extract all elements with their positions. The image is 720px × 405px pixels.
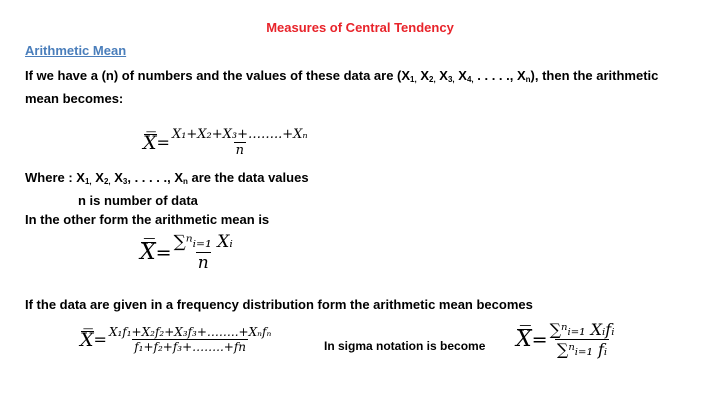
fraction xyxy=(172,232,235,273)
where-line-1: Where : $X_{1,}$ $X_{2,}$ $X_3$, . . . . ., $X_n$ are the data values xyxy=(25,170,309,186)
x-bar-symbol: X̅ xyxy=(140,240,156,265)
where-line-2: n is number of data xyxy=(78,193,198,208)
sub-4: 4, xyxy=(466,75,474,84)
denominator: ∑ⁿᵢ₌₁ fᵢ xyxy=(556,340,608,359)
intro-paragraph xyxy=(25,66,705,108)
sigma-notation-text: In sigma notation is become xyxy=(324,339,486,353)
where-text-b: are the data values xyxy=(187,170,309,185)
sub-n: n xyxy=(525,75,531,84)
sub-2: 2, xyxy=(429,75,436,84)
sub-1: 1, xyxy=(410,75,417,84)
equals-sign: = xyxy=(531,328,548,351)
sub-3: 3, xyxy=(447,75,455,84)
frequency-text: If the data are given in a frequency distribution form the arithmetic mean becomes xyxy=(25,297,533,312)
x-bar-symbol: X̅ xyxy=(80,328,94,351)
numerator: ∑ⁿᵢ₌₁ Xᵢ xyxy=(173,232,233,252)
page-title: Measures of Central Tendency xyxy=(266,20,454,35)
equals-sign: = xyxy=(155,241,172,264)
intro-line-1: If we have a (n) of numbers and the values of these data are ($X_{1,}$ $X_{2,}$ $X_{3,}$ $X_{4,}$ . . . . ., $X_n$), then the arithmetic xyxy=(25,68,659,84)
denominator: f₁+f₂+f₃+……..+fn xyxy=(134,340,247,354)
intro-text-a: If we have a (n) of numbers and the values of these data are (X xyxy=(25,68,411,83)
fraction xyxy=(107,325,273,354)
formula-arithmetic-mean xyxy=(143,127,310,158)
where-block xyxy=(25,168,309,229)
where-text-a: Where : X xyxy=(25,170,85,185)
denominator: n xyxy=(197,253,209,273)
section-heading: Arithmetic Mean xyxy=(25,43,127,58)
intro-text-b: . . . . ., X xyxy=(477,68,526,83)
equals-sign: = xyxy=(93,330,107,349)
numerator: ∑ⁿᵢ₌₁ Xᵢfᵢ xyxy=(549,320,615,339)
intro-text-c: ), then the arithmetic xyxy=(530,68,659,83)
fraction xyxy=(170,127,310,158)
formula-frequency-sigma xyxy=(516,320,616,359)
x-bar-symbol: X̅ xyxy=(143,131,157,154)
formula-frequency-mean xyxy=(80,325,273,354)
numerator: X₁f₁+X₂f₂+X₃f₃+……..+Xₙfₙ xyxy=(108,325,272,339)
numerator: X₁+X₂+X₃+……..+Xₙ xyxy=(171,127,308,142)
where-line-3: In the other form the arithmetic mean is xyxy=(25,212,270,227)
formula-sigma-mean xyxy=(140,232,235,273)
equals-sign: = xyxy=(156,133,170,152)
fraction xyxy=(548,320,617,359)
intro-line-2: mean becomes: xyxy=(25,91,124,106)
x-bar-symbol: X̅ xyxy=(516,327,532,352)
denominator: n xyxy=(235,143,244,158)
